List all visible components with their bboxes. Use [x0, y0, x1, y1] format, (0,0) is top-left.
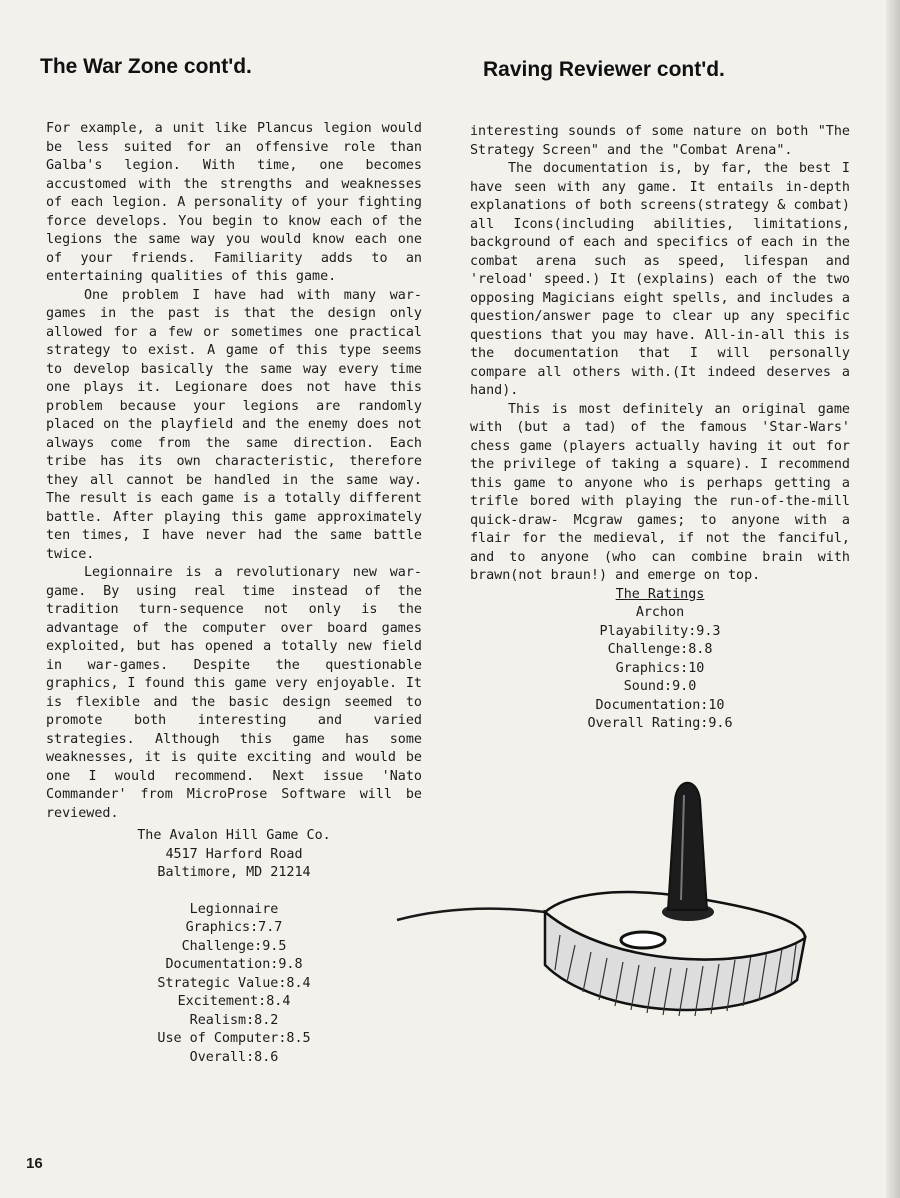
publisher-address	[46, 827, 422, 883]
rating-line: Sound:9.0	[623, 679, 697, 694]
rating-line: Challenge:8.8	[607, 642, 713, 657]
rating-line: Realism:8.2	[189, 1012, 279, 1028]
rating-line: Strategic Value:8.4	[157, 975, 311, 991]
address-line: The Avalon Hill Game Co.	[137, 828, 331, 843]
address-line: 4517 Harford Road	[165, 846, 303, 862]
page-edge-shadow	[886, 0, 900, 1198]
joystick-cable	[397, 909, 545, 920]
rating-line: Overall:8.6	[189, 1049, 279, 1065]
left-paragraph: Legionnaire is a revolutionary new war-game. By using real time instead of the tradition turn-sequence not only is the advantage of the computer over board games exploited, but has opened a totally new field in war-games. Despite the questionable graphics, I found this game very enjoyable. It is flexible and the basic design seemed to promote both interesting and varied strategies. Although this game has some weaknesses, it is quite exciting and would be one I would recommend. Next issue 'Nato Commander' from MicroProse Software will be reviewed.	[46, 565, 422, 821]
left-paragraph: For example, a unit like Plancus legion would be less suited for an offensive role than Galba's legion. With time, one becomes accustomed with the strengths and weaknesses of each legion. A personality of your fighting force develops. You begin to know each of the legions the same way you would know each one of your friends. Familiarity adds to an entertaining qualities of this game.	[46, 121, 422, 284]
left-column-heading: The War Zone cont'd.	[40, 55, 252, 78]
left-column	[46, 120, 422, 1067]
ratings-title: The Ratings	[615, 586, 705, 602]
rating-line: Challenge:9.5	[181, 938, 287, 954]
left-paragraph: One problem I have had with many war-games in the past is that the design only allowed for a few or sometimes one practical strategy to exist. A game of this type seems to develop basically the same way every time one plays it. Legionare does not have this problem because your legions are randomly placed on the playfield and the enemy does not always come from the same direction. Each tribe has its own characteristic, therefore they all cannot be handled in the same way. The result is each game is a totally different battle. After playing this game approximately ten times, I have never had the same battle twice.	[46, 287, 422, 562]
rating-line: Graphics:7.7	[185, 920, 283, 935]
rating-line: Documentation:10	[595, 697, 725, 713]
page-number: 16	[26, 1155, 43, 1172]
address-line: Baltimore, MD 21214	[157, 865, 311, 880]
rating-line: Graphics:10	[615, 660, 705, 676]
rating-line: Use of Computer:8.5	[157, 1031, 311, 1046]
rating-line: Archon	[635, 605, 685, 620]
right-paragraph: The documentation is, by far, the best I have seen with any game. It entails in-depth explanations of both screens(strategy & combat) all Icons(including abilities, limitations, background of each and specifics of each in the combat arena such as speed, lifespan and 'reload' speed.) It (explains) each of the two opposing Magicians eight spells, and includes a question/answer page to clear up any specific questions that you may have. All-in-all this is the documentation that I will personally compare all others with.(It indeed deserves a hand).	[470, 161, 850, 398]
fire-button-icon	[621, 932, 665, 948]
rating-line: Excitement:8.4	[177, 994, 291, 1009]
right-column	[470, 123, 850, 734]
right-column-heading: Raving Reviewer cont'd.	[483, 58, 725, 81]
rating-line: Playability:9.3	[599, 623, 721, 639]
joystick-stick	[668, 783, 707, 910]
rating-line: Legionnaire	[189, 901, 279, 917]
archon-ratings	[470, 586, 850, 734]
joystick-illustration	[395, 770, 815, 1040]
rating-line: Overall Rating:9.6	[587, 716, 733, 731]
rating-line: Documentation:9.8	[165, 957, 303, 972]
legionnaire-ratings	[46, 901, 422, 1068]
right-paragraph: interesting sounds of some nature on both "The Strategy Screen" and the "Combat Arena".	[470, 124, 850, 158]
right-paragraph: This is most definitely an original game with (but a tad) of the famous 'Star-Wars' chess game (players actually having it out for the privilege of taking a square). I recommend this game to anyone who is perhaps getting a trifle bored with playing the run-of-the-mill quick-draw- Mcgraw games; to anyone with a flair for the medieval, if not the fanciful, and to anyone (who can combine brain with brawn(not braun!) and emerge on top.	[470, 401, 850, 583]
